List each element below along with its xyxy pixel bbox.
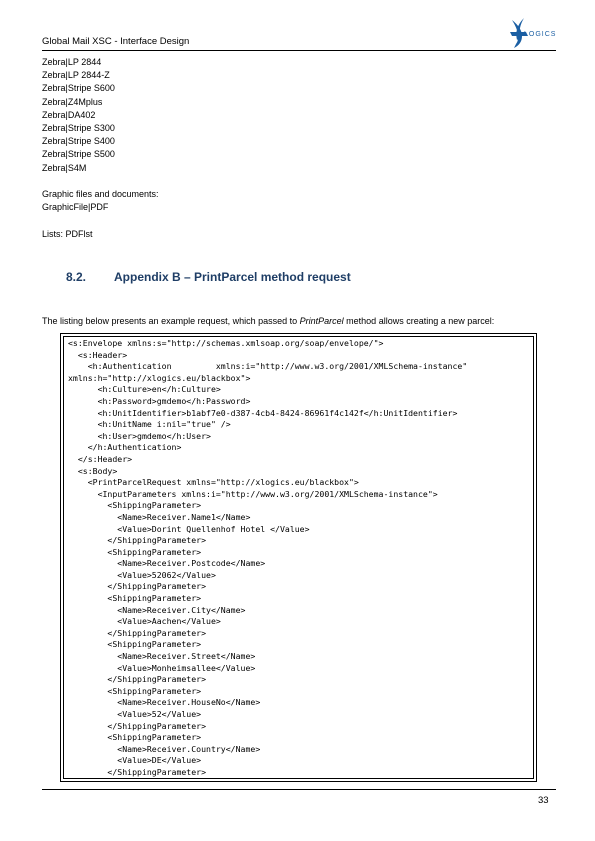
code-line: <InputParameters xmlns:i="http://www.w3.org/2001/XMLSchema-instance"> bbox=[68, 488, 438, 499]
list-item: Zebra|LP 2844 bbox=[42, 57, 102, 67]
code-line: </h:Authentication> bbox=[68, 442, 182, 453]
code-line: <Name>Receiver.HouseNo</Name> bbox=[68, 697, 261, 708]
code-line: <s:Header> bbox=[68, 349, 128, 360]
code-line: <ShippingParameter> bbox=[68, 639, 202, 650]
list-item: Zebra|Z4Mplus bbox=[42, 96, 103, 107]
code-line: </ShippingParameter> bbox=[68, 535, 207, 546]
code-line: <Name>Receiver.Street</Name> bbox=[68, 651, 256, 662]
code-line: <Value>52</Value> bbox=[68, 709, 202, 719]
code-line: </s:Header> bbox=[68, 453, 133, 464]
code-line: </ShippingParameter> bbox=[68, 720, 207, 731]
code-line: </ShippingParameter> bbox=[68, 627, 207, 638]
code-line: <Value>DE</Value> bbox=[68, 755, 202, 766]
page-number: 33 bbox=[538, 795, 549, 806]
code-line: </ShippingParameter> bbox=[68, 581, 207, 592]
code-line: <h:Authentication xmlns:i="http://www.w3.org/2001/XMLSchema-instance" bbox=[68, 361, 468, 372]
section-number: 8.2. bbox=[66, 270, 87, 284]
code-line: <Name>Receiver.Country</Name> bbox=[68, 743, 261, 754]
graphic-files-value: GraphicFile|PDF bbox=[42, 202, 109, 213]
list-item: Zebra|LP 2844-Z bbox=[42, 70, 110, 81]
code-line: <PrintParcelRequest xmlns="http://xlogics.eu/blackbox"> bbox=[68, 477, 359, 488]
intro-after: method allows creating a new parcel: bbox=[343, 316, 495, 326]
intro-method: PrintParcel bbox=[299, 316, 344, 326]
code-line: <ShippingParameter> bbox=[68, 685, 202, 696]
code-line: <Value>52062</Value> bbox=[68, 569, 216, 580]
code-line: xmlns:h="http://xlogics.eu/blackbox"> bbox=[68, 372, 251, 383]
xlogics-logo bbox=[500, 14, 560, 50]
code-line: <Value>Aachen</Value> bbox=[68, 616, 221, 627]
lists-line: Lists: PDFlst bbox=[42, 228, 93, 239]
header-rule bbox=[42, 50, 556, 51]
list-item: Zebra|S4M bbox=[42, 162, 87, 173]
code-line: <h:Password>gmdemo</h:Password> bbox=[68, 395, 251, 406]
code-line: <Name>Receiver.Name1</Name> bbox=[68, 511, 251, 522]
list-item: Zebra|DA402 bbox=[42, 109, 96, 120]
code-line: <h:UnitName i:nil="true" /> bbox=[68, 419, 231, 430]
logo-text: LOGICS bbox=[524, 31, 557, 38]
list-item: Zebra|Stripe S300 bbox=[42, 123, 115, 134]
list-item: Zebra|Stripe S400 bbox=[42, 136, 115, 147]
code-line: <h:Culture>en</h:Culture> bbox=[68, 384, 221, 395]
code-line: <s:Body> bbox=[68, 465, 118, 476]
list-item: Zebra|Stripe S600 bbox=[42, 83, 115, 94]
section-title: Appendix B – PrintParcel method request bbox=[114, 270, 351, 284]
code-line: </ShippingParameter> bbox=[68, 766, 207, 777]
code-listing bbox=[68, 338, 532, 779]
footer-rule bbox=[42, 789, 556, 790]
list-item: Zebra|Stripe S500 bbox=[42, 149, 115, 160]
document-header-title: Global Mail XSC - Interface Design bbox=[42, 36, 190, 47]
graphic-files-label: Graphic files and documents: bbox=[42, 189, 159, 200]
code-line: <Name>Receiver.City</Name> bbox=[68, 604, 246, 615]
code-line: <ShippingParameter> bbox=[68, 546, 202, 557]
code-line: <s:Envelope xmlns:s="http://schemas.xmlsoap.org/soap/envelope/"> bbox=[68, 338, 384, 348]
intro-paragraph bbox=[42, 316, 494, 326]
code-line: <ShippingParameter> bbox=[68, 732, 202, 743]
code-line: <Value>Dorint Quellenhof Hotel </Value> bbox=[68, 523, 310, 534]
code-line: <h:UnitIdentifier>b1abf7e0-d387-4cb4-8424-86961f4c142f</h:UnitIdentifier> bbox=[68, 407, 458, 418]
code-line: <Name>Receiver.Postcode</Name> bbox=[68, 558, 266, 569]
code-line: <ShippingParameter> bbox=[68, 593, 202, 604]
code-line: <h:User>gmdemo</h:User> bbox=[68, 430, 211, 441]
code-line: </ShippingParameter> bbox=[68, 674, 207, 685]
section-heading bbox=[66, 270, 351, 284]
intro-before: The listing below presents an example request, which passed to bbox=[42, 316, 300, 326]
code-line: <ShippingParameter> bbox=[68, 500, 202, 511]
code-line: <Value>Monheimsallee</Value> bbox=[68, 662, 256, 673]
printer-list bbox=[42, 56, 159, 241]
